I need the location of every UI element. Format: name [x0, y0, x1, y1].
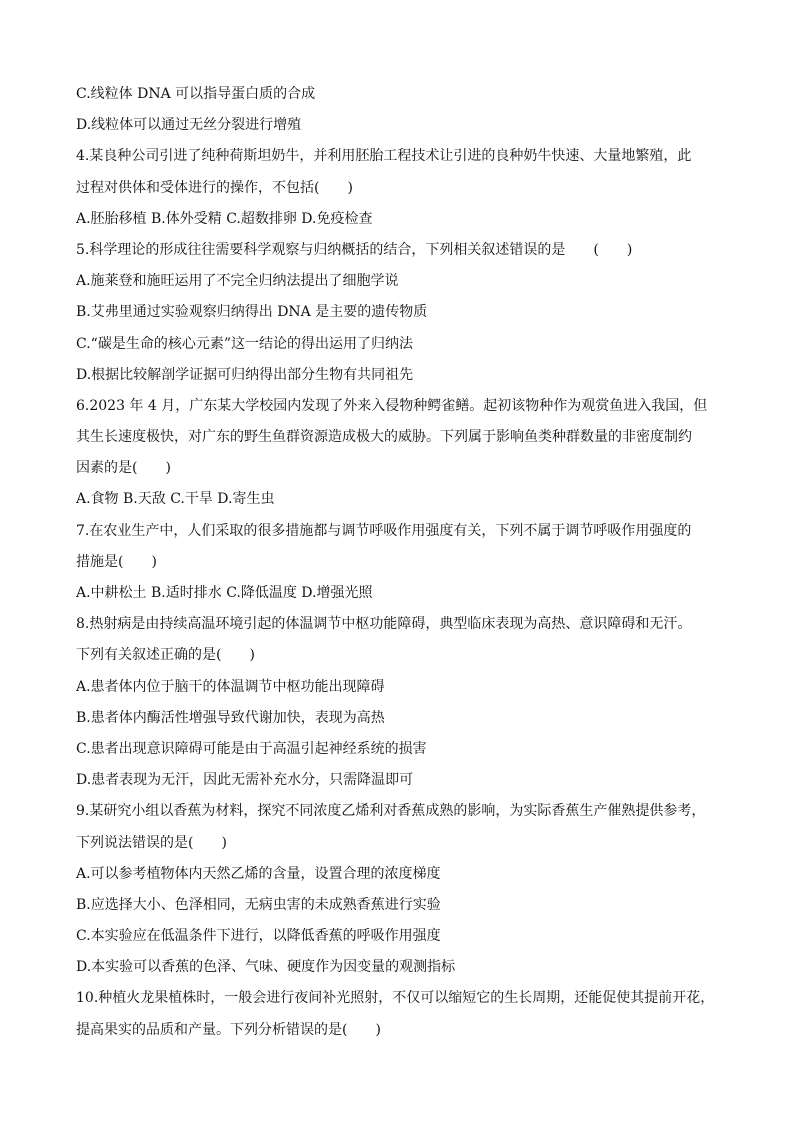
- question-4-stem: 过程对供体和受体进行的操作，不包括( ): [76, 179, 353, 196]
- question-8-stem: 8.热射病是由持续高温环境引起的体温调节中枢功能障碍，典型临床表现为高热、意识障碍和无汗。: [76, 616, 692, 633]
- question-4-options: A.胚胎移植 B.体外受精 C.超数排卵 D.免疫检查: [76, 210, 373, 227]
- question-9-option-c: C.本实验应在低温条件下进行，以降低香蕉的呼吸作用强度: [76, 928, 441, 945]
- question-6-options: A.食物 B.天敌 C.干旱 D.寄生虫: [76, 491, 275, 508]
- question-9-option-d: D.本实验可以香蕉的色泽、气味、硬度作为因变量的观测指标: [76, 959, 456, 976]
- question-10-stem: 提高果实的品质和产量。下列分析错误的是( ): [76, 1021, 381, 1038]
- question-9-option-a: A.可以参考植物体内天然乙烯的含量，设置合理的浓度梯度: [76, 865, 441, 882]
- question-6-stem: 因素的是( ): [76, 460, 171, 477]
- question-9-option-b: B.应选择大小、色泽相同，无病虫害的未成熟香蕉进行实验: [76, 896, 441, 913]
- question-5-option-c: C.“碳是生命的核心元素”这一结论的得出运用了归纳法: [76, 335, 413, 352]
- question-9-stem: 下列说法错误的是( ): [76, 834, 227, 851]
- question-4-stem: 4.某良种公司引进了纯种荷斯坦奶牛，并利用胚胎工程技术让引进的良种奶牛快速、大量地繁殖，此: [76, 148, 692, 165]
- question-10-stem: 10.种植火龙果植株时，一般会进行夜间补光照射，不仅可以缩短它的生长周期，还能促使其提前开花，: [76, 990, 715, 1007]
- question-9-stem: 9.某研究小组以香蕉为材料，探究不同浓度乙烯利对香蕉成熟的影响，为实际香蕉生产催熟提供参考，: [76, 803, 706, 820]
- question-5-option-b: B.艾弗里通过实验观察归纳得出 DNA 是主要的遗传物质: [76, 304, 428, 321]
- document-page: [76, 79, 726, 1046]
- question-7-stem: 措施是( ): [76, 553, 157, 570]
- question-5-option-d: D.根据比较解剖学证据可归纳得出部分生物有共同祖先: [76, 366, 414, 383]
- text-line: C.线粒体 DNA 可以指导蛋白质的合成: [76, 86, 316, 102]
- text-line: D.线粒体可以通过无丝分裂进行增殖: [76, 117, 302, 134]
- question-8-option-a: A.患者体内位于脑干的体温调节中枢功能出现障碍: [76, 678, 385, 695]
- question-8-option-b: B.患者体内酶活性增强导致代谢加快，表现为高热: [76, 709, 385, 726]
- question-8-option-d: D.患者表现为无汗，因此无需补充水分，只需降温即可: [76, 772, 414, 789]
- question-6-stem: 6.2023 年 4 月，广东某大学校园内发现了外来入侵物种鳄雀鳝。起初该物种作为观赏鱼进入我国，但: [76, 397, 708, 414]
- question-5-option-a: A.施莱登和施旺运用了不完全归纳法提出了细胞学说: [76, 273, 399, 290]
- question-7-options: A.中耕松土 B.适时排水 C.降低温度 D.增强光照: [76, 585, 373, 601]
- question-5-stem: 5.科学理论的形成往往需要科学观察与归纳概括的结合，下列相关叙述错误的是 ( ): [76, 241, 633, 258]
- question-7-stem: 7.在农业生产中，人们采取的很多措施都与调节呼吸作用强度有关，下列不属于调节呼吸作用强度的: [76, 522, 692, 539]
- question-8-stem: 下列有关叙述正确的是( ): [76, 647, 255, 664]
- question-8-option-c: C.患者出现意识障碍可能是由于高温引起神经系统的损害: [76, 740, 427, 757]
- question-6-stem: 其生长速度极快，对广东的野生鱼群资源造成极大的威胁。下列属于影响鱼类种群数量的非密度制约: [76, 429, 692, 446]
